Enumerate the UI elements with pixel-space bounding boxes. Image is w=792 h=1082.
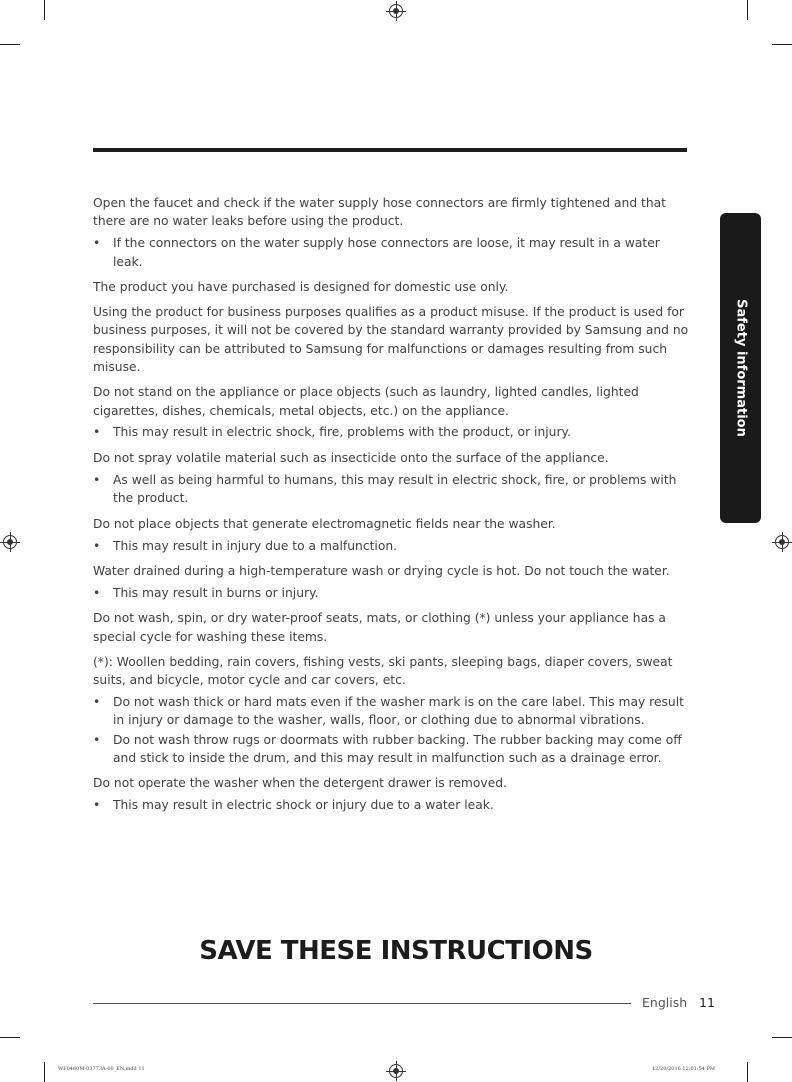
body-paragraph: (*): Woollen bedding, rain covers, fishing vests, ski pants, sleeping bags, diaper covers, sweat suits, and bicycle, motor cycle and car covers, etc.: [93, 654, 673, 687]
body-paragraph: The product you have purchased is designed for domestic use only.: [93, 280, 509, 295]
registration-mark-icon: [3, 535, 17, 549]
body-paragraph: Using the product for business purposes qualifies as a product misuse. If the product is used for business purposes, it will not be covered by the standard warranty provided by Samsung and no responsibility can be attributed to Samsung for malfunctions or damages resulting from such misuse.: [93, 305, 689, 375]
safety-text-body: [93, 194, 689, 822]
bullet-list: [93, 471, 689, 508]
bullet-item: [93, 537, 689, 555]
bullet-text: Do not wash thick or hard mats even if the washer mark is on the care label. This may result in injury or damage to the washer, walls, floor, or clothing due to abnormal vibrations.: [113, 694, 684, 728]
bullet-icon: •: [93, 236, 101, 251]
print-slug-date: 12/20/2016 12:01:54 PM: [652, 1066, 715, 1072]
header-rule: [93, 148, 687, 152]
bullet-text: Do not wash throw rugs or doormats with rubber backing. The rubber backing may come off and stick to inside the drum, and this may result in malfunction such as a drainage error.: [113, 732, 682, 766]
registration-mark-icon: [775, 535, 789, 549]
bullet-list: [93, 796, 689, 814]
crop-mark: [747, 1062, 748, 1082]
crop-mark: [44, 1062, 45, 1082]
bullet-list: [93, 584, 689, 602]
bullet-list: [93, 693, 689, 768]
bullet-icon: •: [93, 472, 101, 487]
section-tab-label: Safety information: [733, 299, 748, 437]
registration-mark-icon: [389, 4, 403, 18]
crop-mark: [44, 0, 45, 20]
body-paragraph: Water drained during a high-temperature wash or drying cycle is hot. Do not touch the water.: [93, 563, 670, 578]
crop-mark: [0, 1037, 20, 1038]
body-paragraph: Open the faucet and check if the water supply hose connectors are firmly tightened and that there are no water leaks before using the product.: [93, 196, 666, 229]
bullet-text: If the connectors on the water supply hose connectors are loose, it may result in a water leak.: [113, 236, 660, 269]
crop-mark: [772, 1037, 792, 1038]
bullet-text: This may result in electric shock or injury due to a water leak.: [113, 798, 494, 813]
bullet-item: [93, 471, 689, 508]
footer-language: English: [642, 995, 688, 1010]
registration-mark-icon: [389, 1064, 403, 1078]
body-paragraph: Do not place objects that generate electromagnetic fields near the washer.: [93, 516, 556, 531]
body-paragraph: Do not operate the washer when the detergent drawer is removed.: [93, 776, 507, 791]
footer-rule: [93, 1003, 631, 1004]
bullet-list: [93, 423, 689, 441]
bullet-icon: •: [93, 425, 101, 440]
bullet-icon: •: [93, 732, 101, 747]
bullet-icon: •: [93, 538, 101, 553]
crop-mark: [772, 44, 792, 45]
bullet-list: [93, 537, 689, 555]
bullet-item: [93, 234, 689, 271]
crop-mark: [747, 0, 748, 20]
bullet-icon: •: [93, 585, 101, 600]
print-slug-file: WF0460M-03773A-00_EN.indd 11: [58, 1066, 145, 1072]
bullet-icon: •: [93, 694, 101, 709]
bullet-text: This may result in burns or injury.: [113, 585, 319, 600]
body-paragraph: Do not stand on the appliance or place objects (such as laundry, lighted candles, lighted cigarettes, dishes, chemicals, metal objects, etc.) on the appliance.: [93, 385, 639, 418]
bullet-list: [93, 234, 689, 271]
section-tab: [720, 213, 761, 523]
bullet-text: This may result in electric shock, fire, problems with the product, or injury.: [113, 425, 571, 440]
bullet-item: [93, 584, 689, 602]
bullet-item: [93, 731, 689, 768]
bullet-icon: •: [93, 798, 101, 813]
bullet-text: This may result in injury due to a malfunction.: [113, 538, 398, 553]
body-paragraph: Do not spray volatile material such as insecticide onto the surface of the appliance.: [93, 450, 609, 465]
bullet-item: [93, 693, 689, 730]
bullet-text: As well as being harmful to humans, this may result in electric shock, fire, or problems with the product.: [113, 472, 677, 506]
save-instructions-heading: SAVE THESE INSTRUCTIONS: [199, 936, 593, 966]
crop-mark: [0, 44, 20, 45]
body-paragraph: Do not wash, spin, or dry water-proof seats, mats, or clothing (*) unless your appliance has a special cycle for washing these items.: [93, 611, 666, 644]
page-number: 11: [699, 995, 715, 1010]
bullet-item: [93, 423, 689, 441]
bullet-item: [93, 796, 689, 814]
